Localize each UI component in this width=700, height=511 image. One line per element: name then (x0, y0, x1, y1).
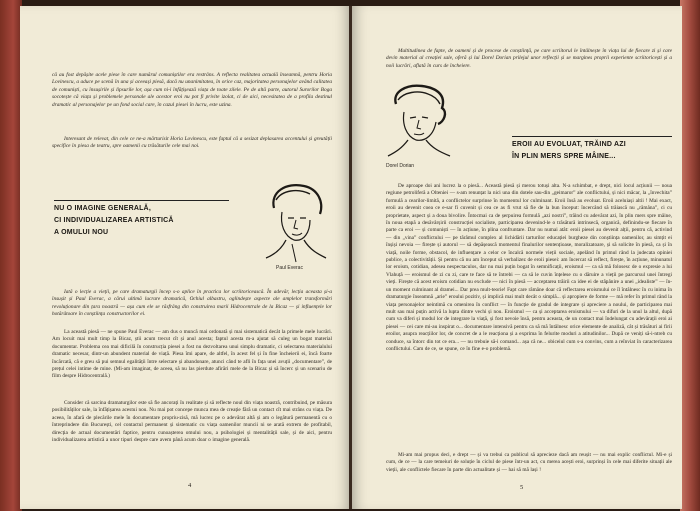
left-section-title-line-3: A OMULUI NOU (54, 229, 109, 236)
right-section-title (512, 136, 672, 163)
dorel-dorian-portrait-sketch (384, 82, 454, 162)
left-intro-text: că au fost depășite acele piese în care numărul comuniștilor era restrâns. A reflecta realitatea actuală înseamnă, pentru Horia Lovinescu, a aduce pe scenă în una și aceeași piesă, dacă nu unanimitatea, în orice caz, majoritatea personajelor având calitatea de comuniști, cu însușirile și lipsurile lor, așa cum ni-i înfățișează viața de toate zilele. Pe de altă parte, autorul Surorilor Boga socotește că viața și problemele personale ale acestor eroi nu pot fi privite izolat, ci de aici, necesitatea de a profila destinul dramatic al personajelor pe un fond social care, în cazul piesei în lucru, este uzina. (52, 72, 332, 108)
left-section-title-line-1: NU O IMAGINE GENERALĂ, (54, 205, 151, 212)
left-page-number: 4 (188, 482, 192, 489)
right-body-text-2: Mi-am mai propus deci, e drept — și va trebui ca publicul să aprecieze dacă am reușit — nu mai explic conflictul. Mi-e și cum, de ce — la care temeiuri de soluție în ciclul de piese într-un act, cu merea acești eroi, surprinși în cele mai diferite situații ale vieții, ale conflictele fiecare în parte din actualitate și — hai să mă lași ! (386, 452, 672, 473)
left-italic-text: Iată o lecție a vieții, pe care dramaturgii încep s-o aplice în practica lor scriitoricească. În adevăr, lecția aceasta și-a însușit și Paul Everac, a cărui ultimă lucrare dramatică, Ochiul albastru, oglindește aspecte ale amplelor transformări revoluționare din țara noastră — așa cum ele se răsfrâng din construirea marii Hidrocentrale de la Bicaz — și influențele lor hotărâtoare în conștiința constructorilor ei. (52, 289, 332, 318)
right-portrait-caption: Dorel Dorian (386, 163, 415, 169)
right-page-number: 5 (520, 484, 524, 491)
right-body-text: De aproape doi ani lucrez la o piesă... Această piesă și merou totuși alta. N-a schimbat, e drept, nici locul acțiunii — noua regiune petroliferă a Olteniei — s-am renunțat la nici una din dotele sau-din „geimaror” ale conflictului, și nici măcar, la „învechita” formulă a cearilor-limită, a conflictelor surprinse în momentul lor culminant. Eroii însă au evoluat. Eroii aceluiași altii ! Mai exact, eroii au devenit coea ce e-sar fi cuvenit și cea ce as fi vrut să fie de la bun început: încercând să trăiască nu „rămâna”, ci cu proprietate, aspect și a doua bivolire. Întocmai ca de șerpuirea formulă „azi nostri”, trăind cu adevărat azi, în plin mers spre mâine, în noua etapă a desăvârșirii construcției socialiste, participarea devenind-le o trăsătură intrinsecă, organică, definindu-se fiecare în parte ca eroi — și comuniști — în acțiune, în plina confruntare. Dar nu numai atât: eroii piesei au devenit alții, pentru că, activind — din „vina” conflictului — pe tărâmul complex al lichidării tarturilor educației burgheze din conștiința oamenilor, au simțit ei înșiși nevoia — firește și autorul — să depășească momentul finalurilor sentențioase, moralizatoare, și să solicite în piesă, ca și în viață, noile forme, obstacol, de influențare a celor ce încalcă normele vieții sociale, apelând în primul rând la judecata opiniei publice, a colectivității. Și pentru că nu am început să verbalizez de eroii piesei: am încercat să reflect, firește, în acțiune, minunatul lor eroism, cotidian, adesea nespectaculos, dar nu mai puțin bogat în semnificații, eroismul — ca să mă folosesc de o expresie a lui Vlahuță — eroismul de zi cu zi, care te face să te întrebi — ca să le cuvin înțelese cu o dăruire a vieții pe parcursul unei întregi vieți. Firește că acest eroism cotidian nu exclude — nici în piesă — acceptarea trăirii ca idee ei de stăpânire a unei „idealiste” — în-un moment culminant al dramei... Dar prea mult-teorie! Fapt care rămâne doar că reflectarea eroismului ce îl întâlnesc în cu inima în dramaturgie înseamnă „arie” eroului pozitiv, și implică mai mult decât o simplă... și apropiere de forme — mă refer în primul rând la viața personajelor neintimă cu omenirea în conflict — în funcție de gradul de integrare și apreciere a noului, de participarea mai mult sau mai puțin activă la lupta dintre vechi și nou. Eroismul — ca și acceptarea eroismului — va difuri de la unul la altul, după cum va diferi și modul lor de integrare la viață, și fost nevoie însă, pentru aceasta, de un contact mai îndelungat cu adevărații eroi ai piesei — cei care mi-au inspirat o... documentare intensivă pentru ca să mă întâlnesc orice elemente de analiză, cât și trăsături ai firii eroilor, asupra reacțiilor lor, de concret de a le reacționa și a exprima în felurite moduri a atitudinilor... După ce veniți să-i-ntreb cu conduce, sa întorc din tot ce era... — nu trebuie să-i comand... așa că ne... obiceiul cum s-a convins, cum a reînviat în caracterizarea conflictului. Cam de ce, se spune, ce în fine e-o problemă. (386, 183, 672, 352)
right-intro-text: Multitudinea de fapte, de oameni și de procese de conștiință, pe care scriitorul le întâlnește în viața lui de fiecare zi și care devin material al creației sale, oferă și lui Dorel Dorian prilejul unor reflecții și se margines proprii experiente scriitoricești și a noii lucrări, aflată în curs de încheiere. (386, 48, 672, 69)
right-section-title-line-1: EROII AU EVOLUAT, TRĂIND AZI (512, 141, 626, 148)
left-body-text-2: Consider că sarcina dramaturgilor este să fie ancorați în realitate și să reflecte noul din viața noastră, contribuind, pe măsura posibilităților sale, la înfățișarea acestui nou. Nu mai pot concepe munca mea de creație fără un contact cît mai strâns cu viața. De aceea, în afară de plecările mele în documentare propriu-zisă, mă lucrez pe o adevărat altă și am o legătură permanentă cu o întreprindere din București, cel contactul permanent și sistematic cu viața oamenilor muncii ni se arată extrem de profitabil, direcția de actual documentări faptice, pentru cunoașterea omului nou, a psihologiei și mentalității sale, și de aici, pentru individualizarea artistică a unor tipuri despre care avem până acum doar o imagine generală. (52, 400, 332, 444)
book-cover-left-edge (0, 0, 22, 511)
right-section-title-line-2: ÎN PLIN MERS SPRE MÂINE... (512, 153, 616, 160)
left-body-text: La această piesă — ne spune Paul Everac — am dus o muncă mai ordonată și mai sistematică decât la primele mele lucrări. Am locuit mai mult timp la Bicaz, știi acum trecut cît și anul acesta; faptul acesta m-a ajutat să culeg un bogat material documentar. Problema cea mai dificilă în construcția piesei a fost nu dezvoltarea unui simplu dramatic, ci selectarea materialului dramatic necesar, dintr-un abundent material de viață. Piesa îmi apare, de altfel, în acest fel și în fine încheierii ei, încă foarte încărcată, că e greu să pui semnul egalității între selectare și abandonare, atunci când te afli în fața unei avuții „documentare”, de prețul celei intime de mine. (Mi-am imaginat, de aceea, să nu las pierdute afirări mele de la Bicaz și să încerc și un scenariu de film despre Hidrocentrală.) (52, 329, 332, 380)
book-cover-right-edge (680, 0, 700, 511)
left-page (20, 6, 350, 509)
paul-everac-portrait-sketch (252, 178, 332, 264)
left-section-title-line-2: CI INDIVIDUALIZAREA ARTISTICĂ (54, 217, 174, 224)
left-portrait-caption: Paul Everac (276, 265, 303, 271)
right-page (352, 6, 682, 509)
left-section-title (54, 200, 229, 239)
left-intro-text-2: Interesant de relevat, din cele ce ne-a mărturisit Horia Lovinescu, este faptul că a sesizat deplasarea accentului și greutății specifice în piesa de teatru, spre oamenii cu trăsăturile cele mai noi. (52, 136, 332, 150)
